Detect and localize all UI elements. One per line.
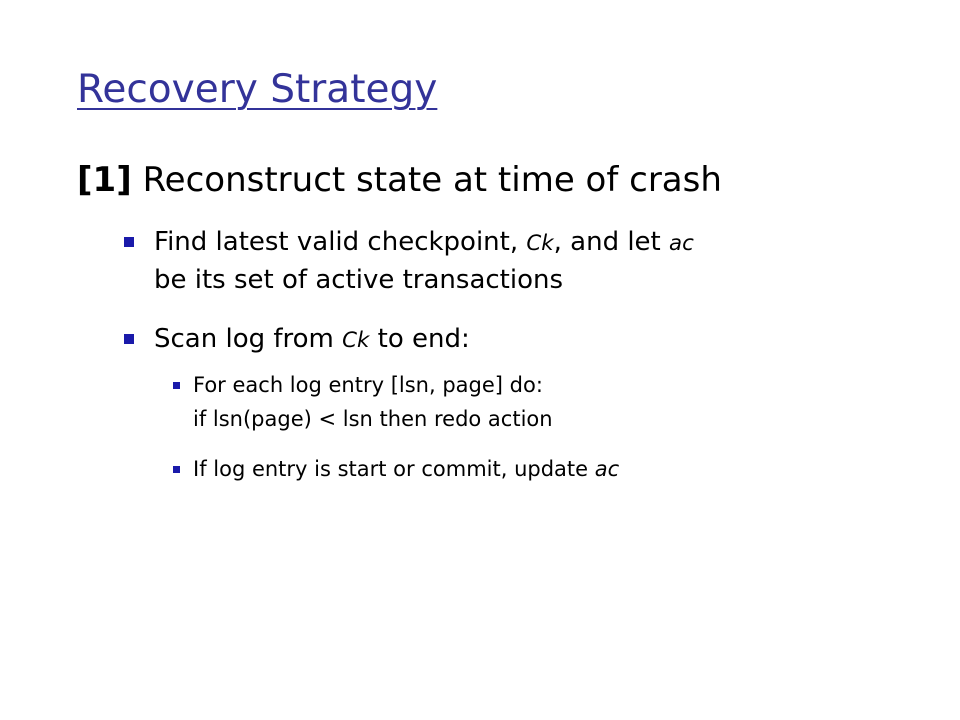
bullet-item bbox=[154, 223, 694, 263]
heading-number: [1] bbox=[77, 160, 132, 200]
bullet-text: Scan log from bbox=[154, 324, 343, 354]
bullet-item-continuation bbox=[154, 261, 563, 299]
sub-bullet-item-continuation bbox=[193, 406, 553, 433]
sub-bullet-square-icon bbox=[173, 466, 180, 473]
sub-bullet-text: For each log entry [lsn, page] do: bbox=[193, 373, 543, 397]
bullet-text: to end: bbox=[369, 324, 470, 354]
bullet-square-icon bbox=[124, 334, 134, 344]
sub-bullet-text: If log entry is start or commit, update bbox=[193, 457, 595, 481]
bullet-text: be its set of active transactions bbox=[154, 265, 564, 295]
active-set-var: ac bbox=[669, 231, 694, 256]
sub-bullet-square-icon bbox=[173, 382, 180, 389]
sub-bullet-text: if lsn(page) < lsn then redo action bbox=[193, 407, 553, 431]
checkpoint-var: Ck bbox=[342, 328, 370, 353]
sub-bullet-item bbox=[193, 372, 543, 399]
active-set-var: ac bbox=[594, 457, 620, 481]
section-heading bbox=[77, 156, 722, 204]
heading-text: Reconstruct state at time of crash bbox=[142, 160, 722, 200]
bullet-item bbox=[154, 320, 470, 360]
sub-bullet-item bbox=[193, 456, 619, 483]
bullet-text: Find latest valid checkpoint, bbox=[154, 227, 527, 257]
bullet-text: , and let bbox=[553, 227, 670, 257]
bullet-square-icon bbox=[124, 237, 134, 247]
checkpoint-var: Ck bbox=[526, 231, 554, 256]
slide-title: Recovery Strategy bbox=[77, 67, 438, 112]
